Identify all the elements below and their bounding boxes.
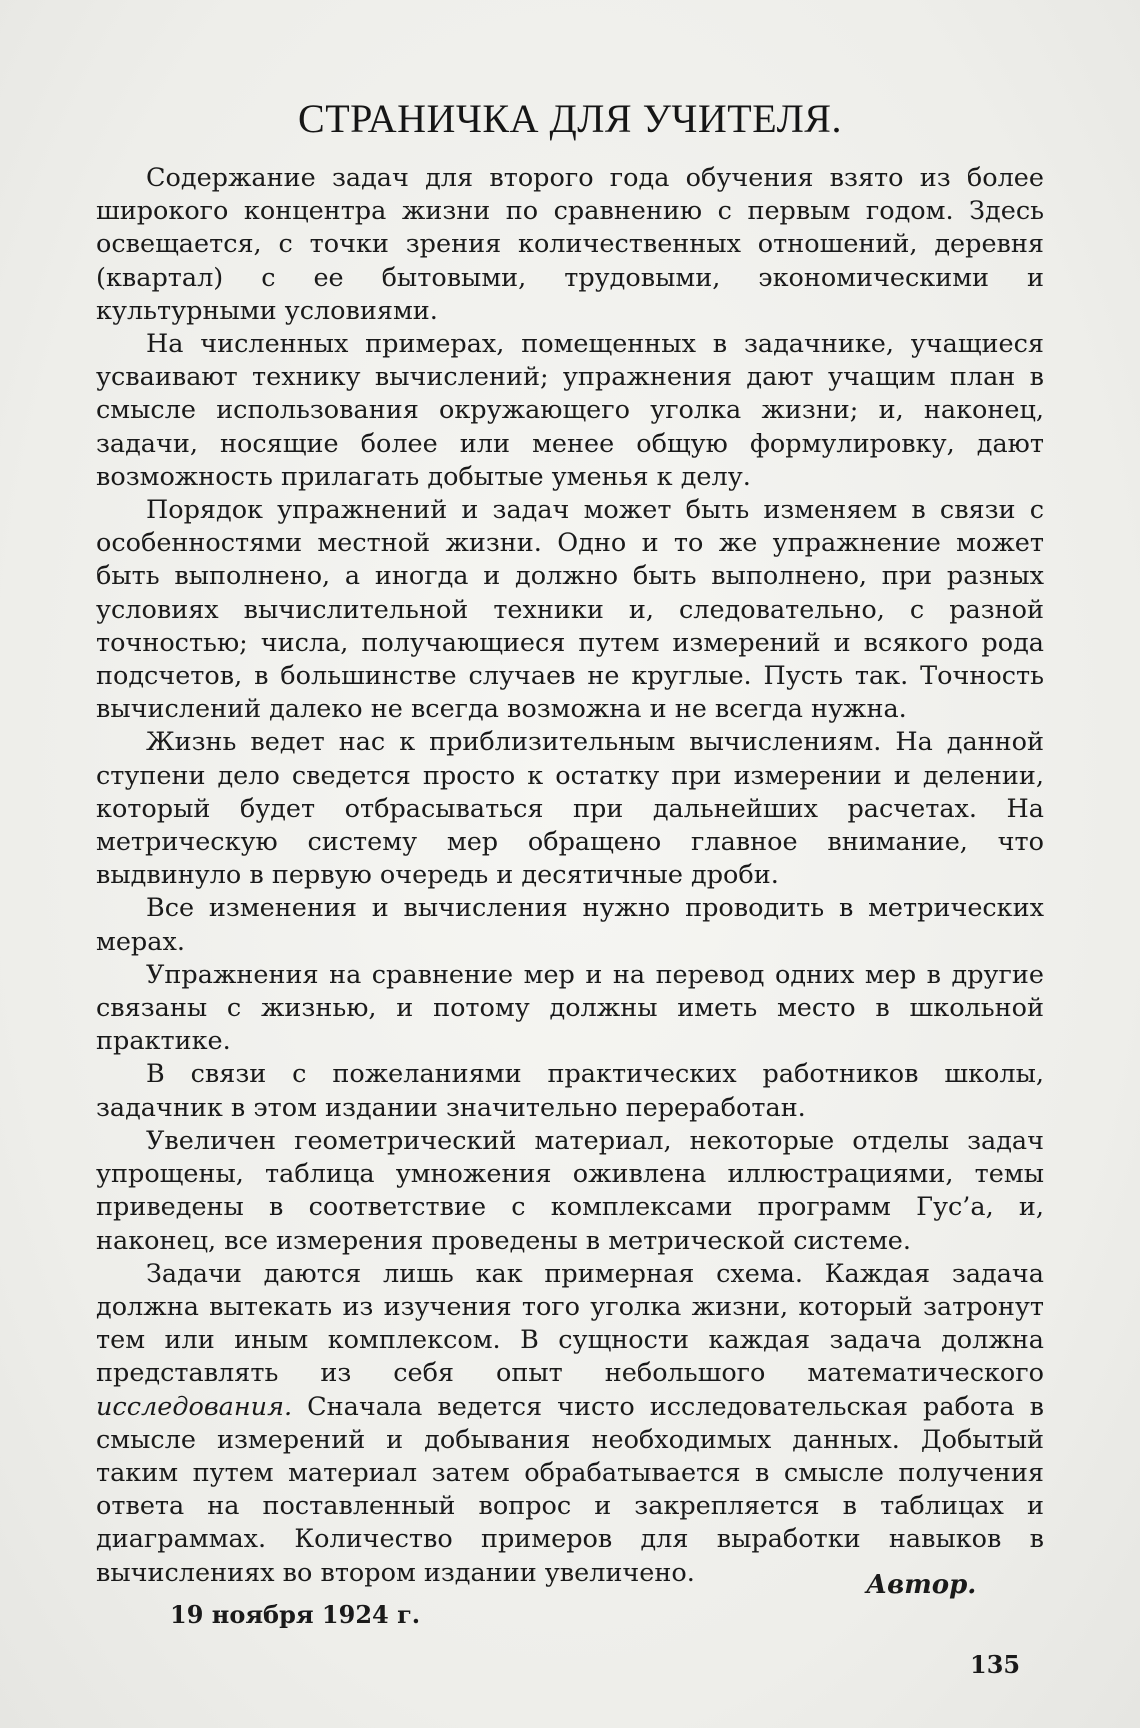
paragraph-9 [96, 1258, 1044, 1590]
body-text [96, 162, 1044, 1590]
paragraph-1: Содержание задач для второго года обучения взято из более широкого концентра жизни по сравнению с первым годом. Здесь освещается, с точки зрения количественных отношений, деревня (квартал) с ее бытовыми, трудовыми, экономическими и культурными условиями. [96, 163, 1044, 326]
paragraph-5: Все изменения и вычисления нужно проводить в метрических мерах. [96, 893, 1044, 957]
paragraph-3: Порядок упражнений и задач может быть изменяем в связи с особенностями местной жизни. Одно и то же упражнение может быть выполнено, а иногда и должно быть выполнено, при разных условиях вычислительной техники и, следовательно, с разной точностью; числа, получающиеся путем измерений и всякого рода подсчетов, в большинстве случаев не круглые. Пусть так. Точность вычислений далеко не всегда возможна и не всегда нужна. [96, 495, 1044, 725]
paragraph-4: Жизнь ведет нас к приблизительным вычислениям. На данной ступени дело сведется просто к остатку при измерении и делении, который будет отбрасываться при дальнейших расчетах. На метрическую систему мер обращено главное внимание, что выдвинуло в первую очередь и десятичные дроби. [96, 727, 1044, 891]
date-line: 19 ноября 1924 г. [170, 1600, 421, 1629]
page-number: 135 [970, 1650, 1021, 1679]
page-title: СТРАНИЧКА ДЛЯ УЧИТЕЛЯ. [298, 96, 842, 141]
author-signature: Автор. [866, 1570, 977, 1600]
paragraph-9-italic: исследования. [96, 1391, 293, 1422]
paragraph-8: Увеличен геометрический материал, некоторые отделы задач упрощены, таблица умножения оживлена иллюстрациями, темы приведены в соответствие с комплексами программ Гус’а, и, наконец, все измерения проведены в метрической системе. [96, 1125, 1044, 1256]
paragraph-2: На численных примерах, помещенных в задачнике, учащиеся усваивают технику вычислений; упражнения дают учащим план в смысле использования окружающего уголка жизни; и, наконец, задачи, носящие более или менее общую формулировку, дают возможность прилагать добытые уменья к делу. [96, 329, 1044, 492]
paragraph-9-end: Сначала ведется чисто исследовательская работа в смысле измерений и добывания необходимых данных. Добытый таким путем материал затем обрабатывается в смысле получения ответа на поставленный вопрос и закрепляется в таблицах и диаграммах. Количество примеров для выработки навыков в вычислениях во втором издании увеличено. [96, 1391, 1044, 1588]
paragraph-7: В связи с пожеланиями практических работников школы, задачник в этом издании значительно переработан. [96, 1059, 1044, 1123]
paragraph-6: Упражнения на сравнение мер и на перевод одних мер в другие связаны с жизнью, и потому должны иметь место в школьной практике. [96, 959, 1044, 1057]
paragraph-9-start: Задачи даются лишь как примерная схема. Каждая задача должна вытекать из изучения того уголка жизни, который затронут тем или иным комплексом. В сущности каждая задача должна представлять из себя опыт небольшого математического [96, 1258, 1044, 1389]
